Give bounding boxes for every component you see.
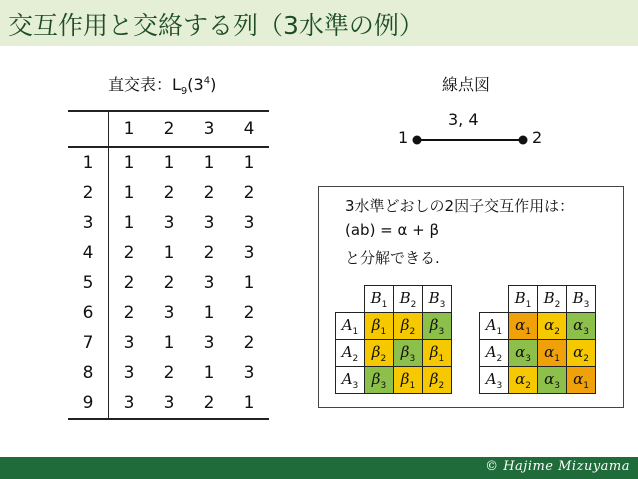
ortho-cell: 2 (123, 273, 135, 293)
orthogonal-array-table (68, 110, 269, 420)
footer-bar (0, 457, 638, 479)
ortho-row (68, 328, 269, 358)
caption-sub: 9 (180, 86, 188, 98)
ortho-cell: 3 (109, 388, 150, 419)
alpha_table-corner (480, 286, 509, 313)
ortho-cell: 2 (203, 243, 215, 263)
ortho-row-number: 4 (68, 238, 109, 268)
beta_table-row (336, 340, 452, 367)
note-line-2: (ab) = α + β (345, 221, 440, 239)
factor-a-level-header: $A_2$ (336, 340, 365, 367)
linear-graph-caption: 線点図 (442, 75, 491, 94)
beta_table-corner (336, 286, 365, 313)
alpha-decomposition-table (479, 285, 596, 394)
interaction-note-box (318, 186, 624, 408)
beta_table-cell: $\beta_1$ (365, 313, 394, 340)
orthogonal-array-caption (108, 72, 216, 97)
ortho-row-number: 3 (68, 208, 109, 238)
ortho-cell: 3 (123, 333, 135, 353)
ortho-row-number: 9 (68, 388, 109, 419)
ortho-cell: 2 (189, 388, 229, 419)
beta_table-cell: $\beta_2$ (365, 340, 394, 367)
linear-graph-edge-label: 3, 4 (448, 110, 479, 129)
beta_table-cell: $\beta_3$ (423, 313, 452, 340)
alpha_table-cell: $\alpha_3$ (567, 313, 596, 340)
ortho-cell: 3 (243, 243, 255, 263)
linear-graph-node-label-left: 1 (398, 128, 409, 147)
caption-prefix: 直交表：L (108, 75, 181, 94)
ortho-cell: 3 (149, 388, 189, 419)
linear-graph-node-left (413, 136, 422, 145)
title-bar (0, 0, 638, 46)
factor-a-level-header: $A_3$ (336, 367, 365, 394)
factor-b-level-header: $B_2$ (394, 286, 423, 313)
ortho-cell: 1 (123, 213, 135, 233)
ortho-row (68, 238, 269, 268)
ortho-corner-cell (68, 111, 109, 147)
ortho-column-header: 3 (189, 111, 229, 147)
linear-graph (405, 128, 535, 152)
ortho-cell: 3 (203, 273, 215, 293)
ortho-cell: 1 (163, 333, 175, 353)
ortho-cell: 2 (243, 183, 255, 203)
ortho-cell: 2 (243, 303, 255, 323)
factor-a-level-header: $A_2$ (480, 340, 509, 367)
ortho-cell: 3 (243, 213, 255, 233)
ortho-cell: 2 (163, 273, 175, 293)
alpha_table-row (480, 313, 596, 340)
ortho-cell: 2 (243, 333, 255, 353)
beta_table-cell: $\beta_3$ (394, 340, 423, 367)
ortho-cell: 3 (243, 363, 255, 383)
linear-graph-node-right (519, 136, 528, 145)
ortho-row-number: 2 (68, 178, 109, 208)
alpha_table-cell: $\alpha_2$ (538, 313, 567, 340)
ortho-cell: 2 (123, 303, 135, 323)
alpha_table-cell: $\alpha_1$ (567, 367, 596, 394)
caption-mid: (3 (187, 75, 204, 94)
ortho-row (68, 208, 269, 238)
alpha_table-cell: $\alpha_3$ (538, 367, 567, 394)
ortho-row (68, 298, 269, 328)
ortho-cell: 1 (243, 273, 255, 293)
ortho-cell: 2 (163, 183, 175, 203)
ortho-column-header: 4 (229, 111, 269, 147)
beta_table-cell: $\beta_1$ (423, 340, 452, 367)
beta_table-row (336, 313, 452, 340)
factor-b-level-header: $B_1$ (365, 286, 394, 313)
ortho-cell: 1 (123, 153, 135, 173)
factor-b-level-header: $B_2$ (538, 286, 567, 313)
ortho-cell: 3 (123, 363, 135, 383)
ortho-cell: 3 (203, 213, 215, 233)
alpha_table-row (480, 340, 596, 367)
ortho-cell: 1 (163, 153, 175, 173)
factor-b-level-header: $B_3$ (423, 286, 452, 313)
beta_table-row (336, 367, 452, 394)
ortho-row (68, 178, 269, 208)
caption-suffix: ) (210, 75, 217, 94)
factor-a-level-header: $A_1$ (480, 313, 509, 340)
ortho-cell: 1 (203, 153, 215, 173)
ortho-column-header: 1 (109, 111, 150, 147)
ortho-row-number: 5 (68, 268, 109, 298)
ortho-cell: 1 (163, 243, 175, 263)
alpha_table-cell: $\alpha_1$ (538, 340, 567, 367)
ortho-row (68, 147, 269, 178)
ortho-row (68, 388, 269, 419)
alpha_table-row (480, 367, 596, 394)
ortho-cell: 2 (203, 183, 215, 203)
factor-b-level-header: $B_1$ (509, 286, 538, 313)
ortho-cell: 1 (123, 183, 135, 203)
alpha_table-cell: $\alpha_2$ (567, 340, 596, 367)
alpha_table-cell: $\alpha_2$ (509, 367, 538, 394)
ortho-cell: 2 (163, 363, 175, 383)
ortho-row (68, 358, 269, 388)
caption-sup: 4 (203, 75, 211, 87)
note-line-3: と分解できる. (345, 249, 440, 267)
ortho-cell: 3 (163, 213, 175, 233)
alpha_table-cell: $\alpha_1$ (509, 313, 538, 340)
credit-text: © Hajime Mizuyama (485, 459, 630, 474)
ortho-row (68, 268, 269, 298)
alpha_table-header-row (480, 286, 596, 313)
beta_table-cell: $\beta_3$ (365, 367, 394, 394)
ortho-column-header: 2 (149, 111, 189, 147)
ortho-cell: 1 (203, 363, 215, 383)
ortho-cell: 1 (229, 388, 269, 419)
ortho-cell: 2 (123, 243, 135, 263)
factor-a-level-header: $A_1$ (336, 313, 365, 340)
beta_table-cell: $\beta_1$ (394, 367, 423, 394)
note-line-1: 3水準どおしの2因子交互作用は： (345, 197, 575, 215)
ortho-cell: 1 (203, 303, 215, 323)
ortho-row-number: 8 (68, 358, 109, 388)
alpha_table-cell: $\alpha_3$ (509, 340, 538, 367)
ortho-cell: 1 (243, 153, 255, 173)
beta-decomposition-table (335, 285, 452, 394)
ortho-row-number: 6 (68, 298, 109, 328)
ortho-row-number: 7 (68, 328, 109, 358)
ortho-header-row (68, 111, 269, 147)
ortho-row-number: 1 (68, 147, 109, 178)
factor-a-level-header: $A_3$ (480, 367, 509, 394)
factor-b-level-header: $B_3$ (567, 286, 596, 313)
beta_table-cell: $\beta_2$ (423, 367, 452, 394)
ortho-cell: 3 (163, 303, 175, 323)
ortho-cell: 3 (203, 333, 215, 353)
beta_table-cell: $\beta_2$ (394, 313, 423, 340)
linear-graph-node-label-right: 2 (532, 128, 543, 147)
beta_table-header-row (336, 286, 452, 313)
page-title: 交互作用と交絡する列（3水準の例） (8, 11, 424, 40)
